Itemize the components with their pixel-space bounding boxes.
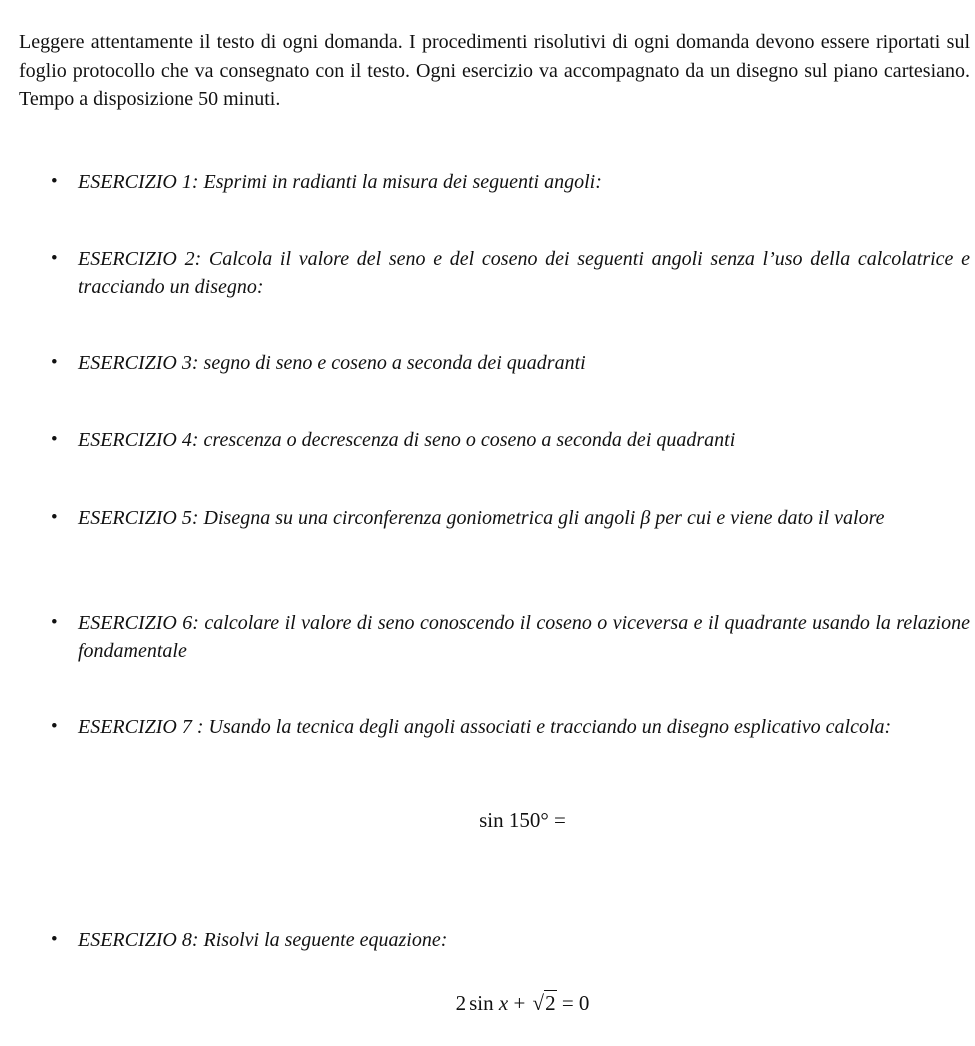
bullet: • (51, 171, 58, 192)
bullet: • (51, 929, 58, 950)
exercise-4-text: ESERCIZIO 4: crescenza o decrescenza di seno o coseno a seconda dei quadranti (78, 429, 736, 451)
angle-arg: 150° (508, 808, 549, 832)
bullet: • (51, 507, 58, 528)
coefficient: 2 (455, 991, 467, 1015)
func-sin: sin (469, 991, 494, 1015)
variable-x: x (498, 991, 509, 1015)
func-sin: sin (479, 808, 504, 832)
exercise-1-text: ESERCIZIO 1: Esprimi in radianti la misura dei seguenti angoli: (78, 171, 602, 193)
exercise-2-text: ESERCIZIO 2: Calcola il valore del seno e del coseno dei seguenti angoli senza l’uso della calcolatrice e tracciando un disegno: (78, 248, 970, 298)
bullet: • (51, 352, 58, 373)
instructions-paragraph: Leggere attentamente il testo di ogni domanda. I procedimenti risolutivi di ogni domanda devono essere riportati sul foglio protocollo che va consegnato con il testo. Ogni esercizio va accompagnato da un disegno sul piano cartesiano. Tempo a disposizione 50 minuti. (19, 31, 970, 110)
radicand: 2 (545, 991, 556, 1015)
bullet: • (51, 429, 58, 450)
exercise-6-text: ESERCIZIO 6: calcolare il valore di seno conoscendo il coseno o viceversa e il quadrante usando la relazione fondamentale (78, 612, 970, 662)
formula-equation (0, 988, 975, 1018)
bullet: • (51, 248, 58, 269)
formula-sin-150 (0, 805, 975, 835)
exercise-7-text: ESERCIZIO 7 : Usando la tecnica degli angoli associati e tracciando un disegno esplicativo calcola: (78, 716, 892, 738)
square-root: √2 (532, 991, 556, 1015)
exercise-8-text: ESERCIZIO 8: Risolvi la seguente equazione: (78, 929, 448, 951)
equals-zero: = 0 (561, 991, 590, 1015)
exercise-3-text: ESERCIZIO 3: segno di seno e coseno a seconda dei quadranti (78, 352, 586, 374)
bullet: • (51, 716, 58, 737)
equals-sign: = (554, 808, 566, 832)
plus-sign: + (513, 991, 526, 1015)
bullet: • (51, 612, 58, 633)
exercise-5-text: ESERCIZIO 5: Disegna su una circonferenza goniometrica gli angoli β per cui e viene dato il valore (78, 507, 885, 529)
